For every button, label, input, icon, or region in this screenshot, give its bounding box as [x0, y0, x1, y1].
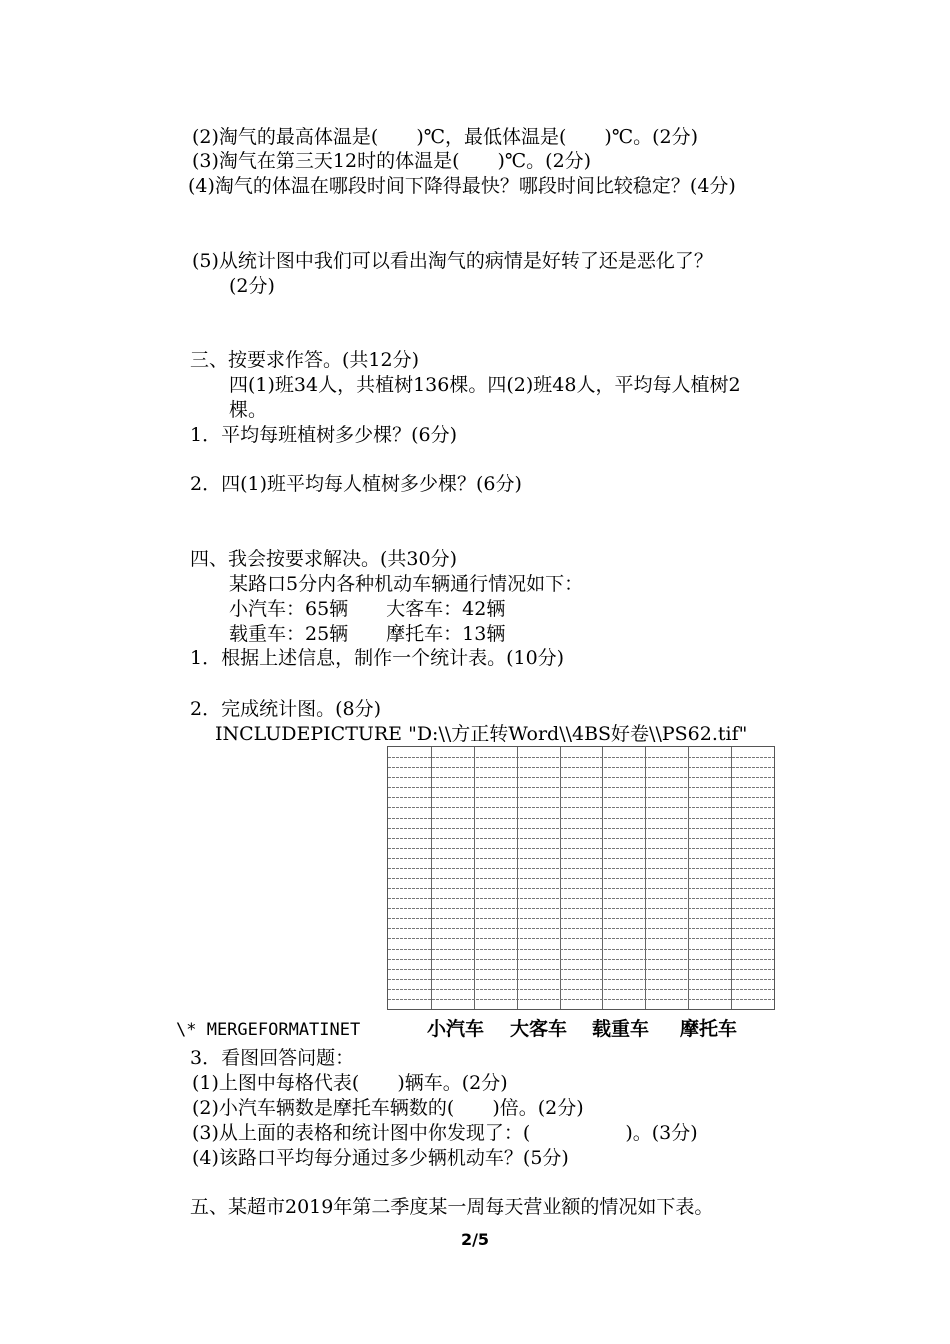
question-2-2: (2)淘气的最高体温是( )℃，最低体温是( )℃。(2分) [192, 126, 698, 148]
include-picture-field: INCLUDEPICTURE "D:\\方正转Word\\4BS好卷\\PS62.tif" [215, 723, 748, 745]
question-2-3: (3)淘气在第三天12时的体温是( )℃。(2分) [192, 150, 592, 172]
question-2-4: (4)淘气的体温在哪段时间下降得最快？哪段时间比较稳定？(4分) [188, 175, 736, 197]
chart-label-car: 小汽车 [427, 1018, 485, 1040]
vehicle-row-1: 小汽车：65辆 大客车：42辆 [229, 598, 506, 620]
chart-label-bus: 大客车 [510, 1018, 568, 1040]
page-number: 2/5 [460, 1230, 490, 1249]
section-4-q3-4: (4)该路口平均每分通过多少辆机动车？(5分) [192, 1147, 569, 1169]
section-4-q3-2: (2)小汽车辆数是摩托车辆数的( )倍。(2分) [192, 1097, 584, 1119]
grid-lines [388, 747, 774, 1009]
merge-format-field: \* MERGEFORMATINET [176, 1020, 361, 1040]
section-4-q3: 3．看图回答问题： [190, 1047, 355, 1069]
section-3-q1: 1．平均每班植树多少棵？(6分) [190, 424, 458, 446]
section-3-intro: 四(1)班34人，共植树136棵。四(2)班48人，平均每人植树2 [229, 374, 741, 396]
chart-label-motorcycle: 摩托车 [680, 1018, 738, 1040]
section-3-intro-cont: 棵。 [229, 399, 268, 421]
section-4-q1: 1．根据上述信息，制作一个统计表。(10分) [190, 647, 565, 669]
blank-chart-grid [387, 746, 775, 1010]
section-4-intro: 某路口5分内各种机动车辆通行情况如下： [229, 573, 584, 595]
section-4-q3-3: (3)从上面的表格和统计图中你发现了：( )。(3分) [192, 1122, 698, 1144]
section-4-heading: 四、我会按要求解决。(共30分) [190, 548, 458, 570]
vehicle-row-2: 载重车：25辆 摩托车：13辆 [229, 623, 506, 645]
question-2-5-points: (2分) [229, 275, 275, 297]
section-4-q3-1: (1)上图中每格代表( )辆车。(2分) [192, 1072, 508, 1094]
section-3-heading: 三、按要求作答。(共12分) [190, 349, 420, 371]
chart-label-truck: 载重车 [592, 1018, 650, 1040]
question-2-5: (5)从统计图中我们可以看出淘气的病情是好转了还是恶化了？ [192, 250, 713, 272]
section-3-q2: 2．四(1)班平均每人植树多少棵？(6分) [190, 473, 522, 495]
section-5-heading: 五、某超市2019年第二季度某一周每天营业额的情况如下表。 [190, 1196, 714, 1218]
section-4-q2: 2．完成统计图。(8分) [190, 698, 382, 720]
